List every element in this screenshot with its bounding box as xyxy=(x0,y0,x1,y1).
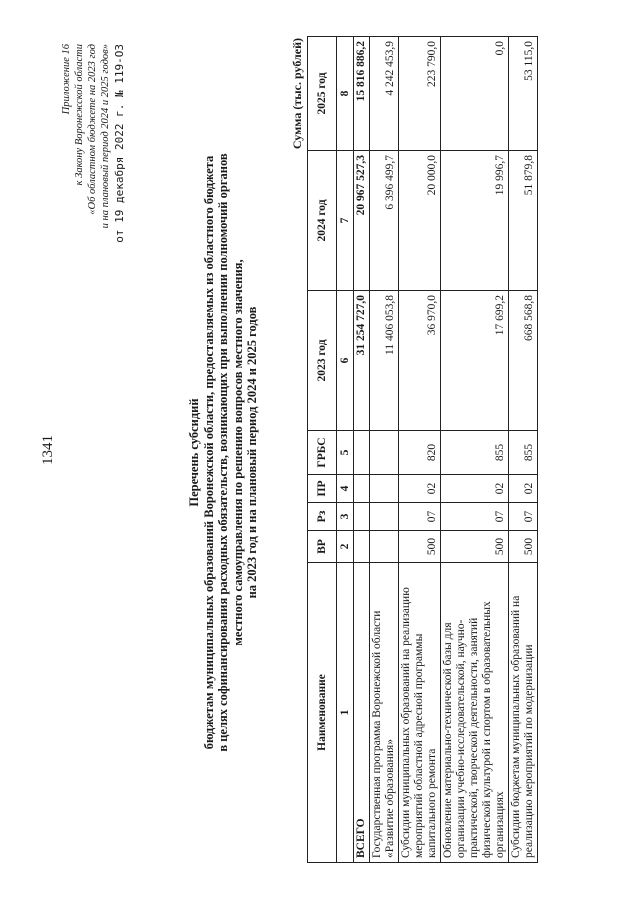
title-line: в целях софинансирования расходных обязательств, возникающих при выполнении полномочий органов xyxy=(216,153,230,752)
index-cell: 6 xyxy=(337,291,354,431)
title-heading: Перечень субсидий xyxy=(187,398,201,507)
cell-pr: 02 xyxy=(399,475,441,503)
title-line: на 2023 год и на плановый период 2024 и 2025 годов xyxy=(245,306,259,599)
annex-line: и на плановый период 2024 и 2025 годов» xyxy=(100,44,111,229)
table-row-total xyxy=(354,37,370,863)
annex-date: от 19 декабря 2022 г. № 119-ОЗ xyxy=(113,44,126,243)
header-rz: Рз xyxy=(308,503,337,531)
table-row xyxy=(509,37,538,863)
cell-vr: 500 xyxy=(441,531,509,563)
cell-rz: 07 xyxy=(509,503,538,531)
index-cell: 8 xyxy=(337,37,354,151)
cell-rz xyxy=(370,503,399,531)
cell-pr xyxy=(354,475,370,503)
cell-2025: 53 115,0 xyxy=(509,37,538,151)
cell-2023: 668 568,8 xyxy=(509,291,538,431)
cell-grbs: 820 xyxy=(399,431,441,475)
cell-vr xyxy=(354,531,370,563)
page-number: 1341 xyxy=(40,435,56,465)
cell-rz xyxy=(354,503,370,531)
header-2024: 2024 год xyxy=(308,151,337,291)
cell-2024: 19 996,7 xyxy=(441,151,509,291)
table-row xyxy=(370,37,399,863)
header-grbs: ГРБС xyxy=(308,431,337,475)
document-title xyxy=(187,0,260,905)
cell-grbs: 855 xyxy=(509,431,538,475)
index-cell: 2 xyxy=(337,531,354,563)
cell-name: ВСЕГО xyxy=(354,563,370,863)
cell-pr xyxy=(370,475,399,503)
title-line: местного самоуправления по решению вопросов местного значения, xyxy=(230,259,245,646)
cell-pr: 02 xyxy=(509,475,538,503)
cell-name: Субсидии бюджетам муниципальных образований на реализацию мероприятий по модернизации xyxy=(509,563,538,863)
cell-2025: 0,0 xyxy=(441,37,509,151)
cell-name: Субсидии муниципальных образований на реализацию мероприятий областной адресной программы капитального ремонта xyxy=(399,563,441,863)
header-vr: ВР xyxy=(308,531,337,563)
cell-vr: 500 xyxy=(509,531,538,563)
cell-grbs xyxy=(354,431,370,475)
cell-2025: 223 790,0 xyxy=(399,37,441,151)
cell-name: Обновление материально-технической базы для организации учебно-исследовательской, научно-практической, творческой деятельности, занятий физической культурой и спортом в образовательных организациях xyxy=(441,563,509,863)
cell-pr: 02 xyxy=(441,475,509,503)
table-row xyxy=(399,37,441,863)
cell-2025: 4 242 453,9 xyxy=(370,37,399,151)
annex-line: к Закону Воронежской области xyxy=(74,44,85,186)
cell-rz: 07 xyxy=(441,503,509,531)
cell-grbs xyxy=(370,431,399,475)
cell-2024: 20 000,0 xyxy=(399,151,441,291)
header-row xyxy=(308,37,337,863)
subsidy-table xyxy=(307,36,538,863)
annex-line: Приложение 16 xyxy=(61,44,72,115)
cell-2024: 20 967 527,3 xyxy=(354,151,370,291)
header-2023: 2023 год xyxy=(308,291,337,431)
column-index-row xyxy=(337,37,354,863)
index-cell: 1 xyxy=(337,563,354,863)
cell-name: Государственная программа Воронежской области «Развитие образования» xyxy=(370,563,399,863)
index-cell: 7 xyxy=(337,151,354,291)
cell-2023: 36 970,0 xyxy=(399,291,441,431)
header-2025: 2025 год xyxy=(308,37,337,151)
index-cell: 5 xyxy=(337,431,354,475)
cell-2025: 15 816 886,2 xyxy=(354,37,370,151)
unit-label: Сумма (тыс. рублей) xyxy=(290,38,304,150)
cell-vr xyxy=(370,531,399,563)
index-cell: 3 xyxy=(337,503,354,531)
index-cell: 4 xyxy=(337,475,354,503)
title-line: бюджетам муниципальных образований Воронежской области, предоставляемых из областного бюджета xyxy=(201,155,216,750)
cell-2024: 6 396 499,7 xyxy=(370,151,399,291)
annex-line: «Об областном бюджете на 2023 год xyxy=(87,44,98,215)
cell-vr: 500 xyxy=(399,531,441,563)
header-name: Наименование xyxy=(308,563,337,863)
table-row xyxy=(441,37,509,863)
cell-grbs: 855 xyxy=(441,431,509,475)
annex-block xyxy=(60,44,126,243)
cell-2024: 51 879,8 xyxy=(509,151,538,291)
cell-rz: 07 xyxy=(399,503,441,531)
cell-2023: 11 406 053,8 xyxy=(370,291,399,431)
header-pr: ПР xyxy=(308,475,337,503)
cell-2023: 17 699,2 xyxy=(441,291,509,431)
cell-2023: 31 254 727,0 xyxy=(354,291,370,431)
